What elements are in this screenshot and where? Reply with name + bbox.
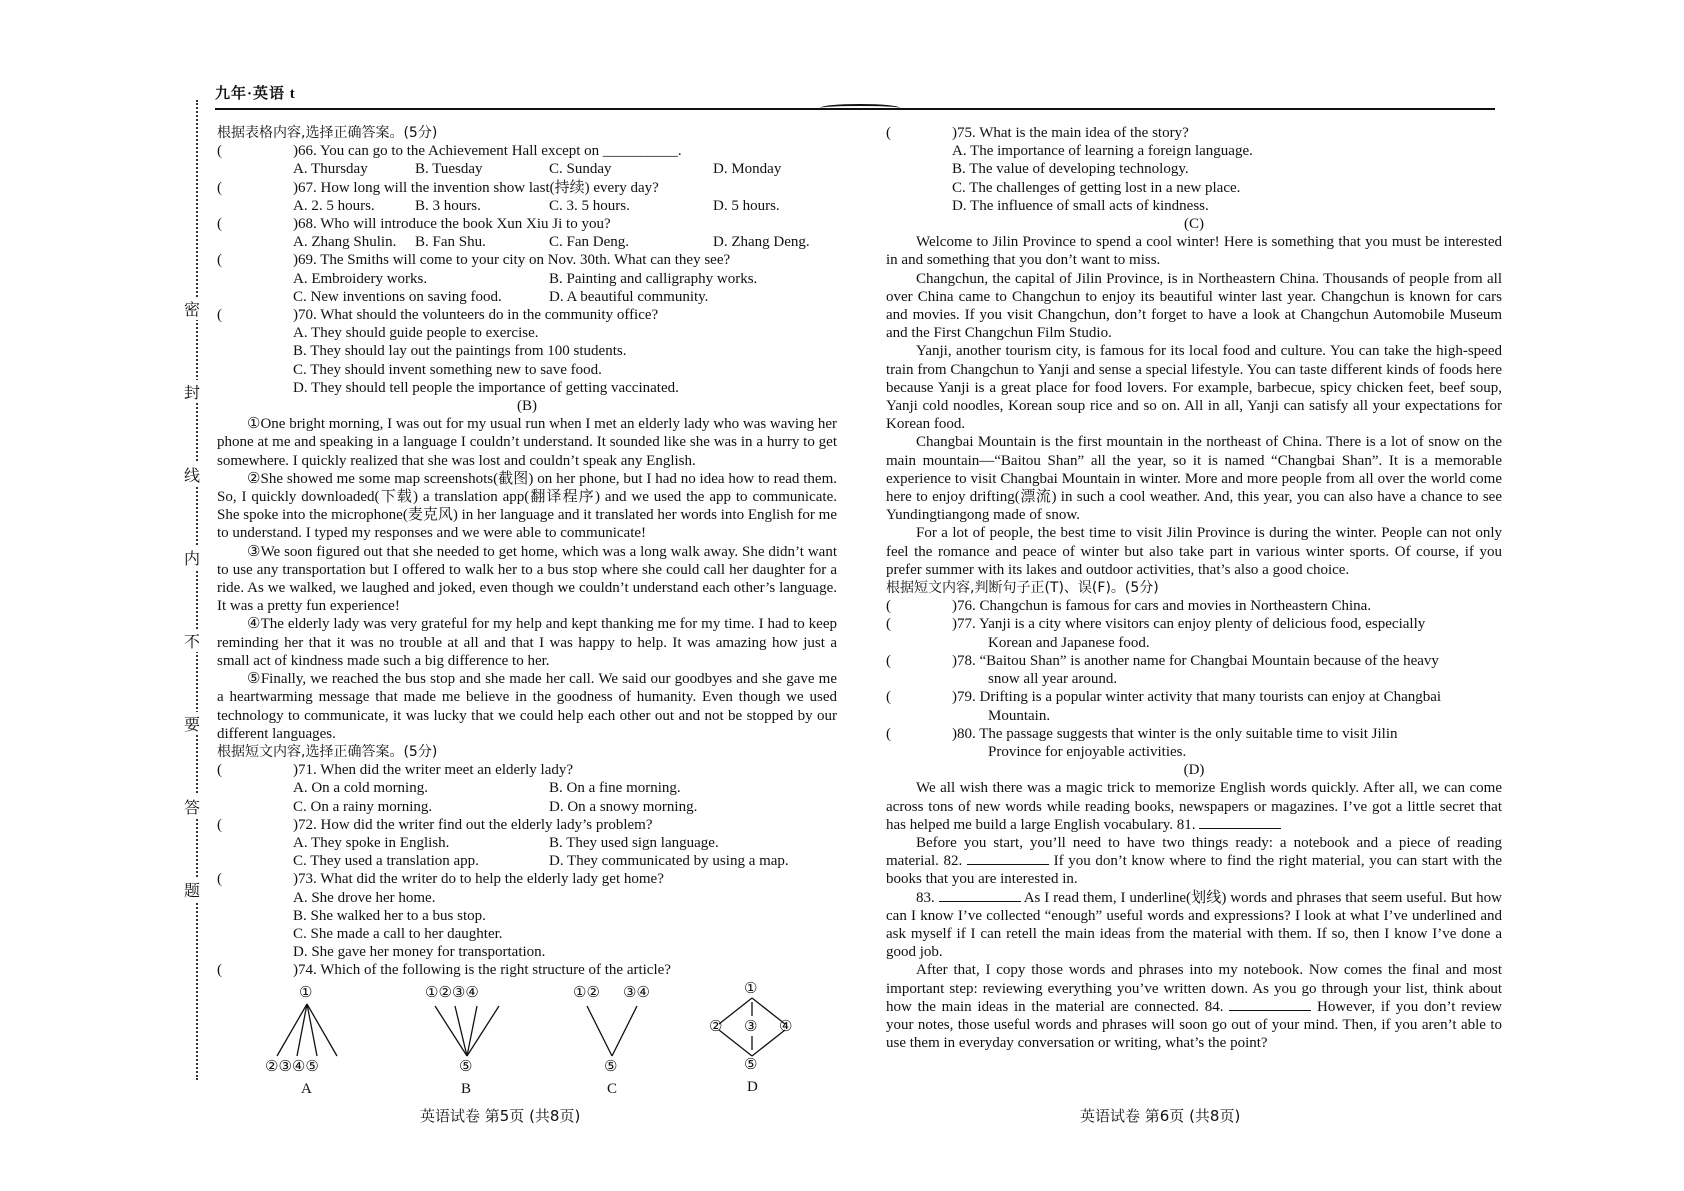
diagram-node: ①	[299, 984, 313, 1001]
page-footer-left: 英语试卷 第5页 (共8页)	[420, 1107, 581, 1125]
seal-char: 密	[184, 297, 200, 320]
seal-char: 题	[184, 878, 200, 901]
option-c: C. Sunday	[549, 161, 612, 178]
page-header: 九年·英语 t	[215, 86, 296, 102]
options-72	[217, 852, 837, 870]
options-69	[217, 270, 837, 288]
option-d: D. 5 hours.	[713, 197, 780, 214]
page-footer-right: 英语试卷 第6页 (共8页)	[1080, 1107, 1241, 1125]
seal-char: 内	[184, 546, 200, 569]
question-74: ( )74. Which of the following is the right structure of the article?	[217, 962, 671, 979]
diagram-node: ③④	[623, 984, 650, 1001]
question-69: ( )69. The Smiths will come to your city on Nov. 30th. What can they see?	[217, 252, 731, 269]
diagram-node: ②③④⑤	[265, 1058, 319, 1075]
option-c: C. She made a call to her daughter.	[293, 925, 503, 942]
paragraph-text: After that, I copy those words and phrases into my notebook. Now comes the final and most important step: reviewing everything you’ve written down. As you go through your list, think about how the main ideas in the material are connected. 84.	[886, 962, 1502, 1015]
diagram-c	[557, 984, 667, 1097]
option-b: B. 3 hours.	[415, 197, 481, 214]
question-79: ( )79. Drifting is a popular winter activity that many tourists can enjoy at Changbai	[886, 689, 1442, 706]
option-a: A. 2. 5 hours.	[293, 197, 375, 214]
diagram-d	[707, 980, 797, 1095]
passage-paragraph: ④The elderly lady was very grateful for my help and kept thanking me for my time. I had to keep reminding her that it was no trouble at all and that I was happy to help. It was amazing how just a small act of kindness made such a big difference to her.	[217, 616, 837, 669]
seal-char: 线	[184, 463, 200, 486]
passage-paragraph: ⑤Finally, we reached the bus stop and she made her call. We said our goodbyes and she gave me a heartwarming message that made me believe in the goodness of humanity. Even though we used technology to communicate, it was lucky that we could help each other out and not be stopped by our different languages.	[217, 671, 837, 742]
options-71	[217, 798, 837, 816]
option-a: A. They spoke in English.	[293, 834, 450, 851]
passage-paragraph: ②She showed me some map screenshots(截图) on her phone, but I had no idea how to read them. So, I quickly downloaded(下载) a translation app(翻译程序) and we used the app to communicate. She spoke into the microphone(麦克风) in her language and it translated her words into English for me to understand. I typed my responses and we were able to communicate!	[217, 470, 837, 542]
option-d: D. She gave her money for transportation.	[293, 944, 546, 961]
diagram-node: ⑤	[744, 1056, 758, 1073]
option-d: D. A beautiful community.	[549, 288, 709, 305]
question-stem: )74. Which of the following is the right structure of the article?	[293, 962, 671, 979]
option-c: C. The challenges of getting lost in a new place.	[952, 179, 1241, 196]
options-72	[217, 834, 837, 852]
seal-char: 封	[184, 380, 200, 403]
passage-paragraph: Changbai Mountain is the first mountain in the northeast of China. There is a lot of snow on the main mountain—“Baitou Shan” all the year, so it is named “Changbai Shan”. It is a memorable experience to visit Changbai Mountain in winter. More and more people from all over the world come here to enjoy drifting(漂流) in such a cool weather. And, this year, you can also have a chance to see Yundingtiangong made of snow.	[886, 434, 1502, 524]
paragraph-text: However, if you don’t review your notes, those useful words and phrases will soon go out of your mind. Then, if you aren’t able to use them in everyday conversation or writing, what’s the point?	[886, 998, 1503, 1052]
question-77-cont: Korean and Japanese food.	[988, 634, 1150, 651]
question-stem: )68. Who will introduce the book Xun Xiu Ji to you?	[293, 216, 611, 233]
question-stem: )77. Yanji is a city where visitors can enjoy plenty of delicious food, especially	[952, 616, 1426, 633]
section-instruction: 根据短文内容,选择正确答案。(5分)	[217, 743, 438, 760]
option-c: C. Fan Deng.	[549, 234, 629, 251]
diagram-node: ⑤	[604, 1058, 618, 1075]
diagram-node: ④	[779, 1018, 793, 1035]
passage-paragraph: Yanji, another tourism city, is famous for its local food and culture. You can take the high-speed train from Changchun to Yanji and sense a special lifestyle. You can taste different kinds of foods here because Yanji is a great place for food lovers. For example, barbecue, spicy chicken feet, beef soup, Yanji cold noodles, Korean soup rice and so on. All in all, Yanji can satisfy all your expectations for Korean food.	[886, 343, 1502, 433]
option-d: D. Monday	[713, 161, 782, 178]
question-stem: )75. What is the main idea of the story?	[952, 125, 1189, 141]
option-d: D. The influence of small acts of kindness.	[952, 197, 1209, 214]
option-b: B. Fan Shu.	[415, 234, 486, 251]
paragraph-text: 83.	[916, 889, 935, 906]
diagram-b	[417, 984, 517, 1097]
question-stem: )69. The Smiths will come to your city on Nov. 30th. What can they see?	[293, 252, 731, 269]
option-c: C. They used a translation app.	[293, 853, 479, 870]
options-71	[217, 779, 837, 797]
diagram-node: ①②	[573, 984, 600, 1001]
option-b: B. Tuesday	[415, 161, 483, 178]
paragraph-text: If you don’t know where to find the right material, you can start with the books that you are interested in.	[886, 853, 1503, 888]
question-73: ( )73. What did the writer do to help the elderly lady get home?	[217, 871, 664, 888]
question-80-cont: Province for enjoyable activities.	[988, 743, 1187, 760]
question-72: ( )72. How did the writer find out the elderly lady’s problem?	[217, 816, 653, 833]
question-68: ( )68. Who will introduce the book Xun Xiu Ji to you?	[217, 216, 611, 233]
option-c: C. On a rainy morning.	[293, 798, 433, 815]
section-heading: (C)	[1184, 216, 1204, 233]
question-stem: )76. Changchun is famous for cars and movies in Northeastern China.	[952, 598, 1372, 615]
diagram-node: ③	[744, 1018, 758, 1035]
option-d: D. They should tell people the importance of getting vaccinated.	[293, 379, 679, 396]
question-70: ( )70. What should the volunteers do in the community office?	[217, 307, 659, 324]
option-b: B. She walked her to a bus stop.	[293, 907, 486, 924]
structure-diagrams	[217, 980, 837, 1102]
passage-paragraph: Welcome to Jilin Province to spend a cool winter! Here is something that you must be interested in and something that you don’t want to miss.	[886, 234, 1502, 269]
section-instruction: 根据短文内容,判断句子正(T)、误(F)。(5分)	[886, 580, 1159, 597]
option-c: C. 3. 5 hours.	[549, 197, 630, 214]
diagram-label: A	[301, 1080, 312, 1097]
question-stem: )67. How long will the invention show last(持续) every day?	[293, 179, 659, 196]
answer-blank-81[interactable]	[1199, 816, 1281, 829]
option-a: A. Embroidery works.	[293, 270, 428, 287]
section-instruction: 根据表格内容,选择正确答案。(5分)	[217, 125, 438, 141]
option-d: D. On a snowy morning.	[549, 798, 698, 815]
passage-paragraph	[886, 889, 1502, 962]
options-67	[217, 197, 837, 215]
question-stem: )72. How did the writer find out the elderly lady’s problem?	[293, 816, 653, 833]
option-b: B. The value of developing technology.	[952, 161, 1189, 178]
seal-char: 要	[184, 712, 200, 735]
option-a: A. On a cold morning.	[293, 780, 428, 797]
diagram-node: ②	[709, 1018, 723, 1035]
answer-blank-84[interactable]	[1229, 998, 1311, 1011]
option-d: D. Zhang Deng.	[713, 234, 810, 251]
passage-paragraph: For a lot of people, the best time to visit Jilin Province is during the winter. People can not only feel the romance and peace of winter but also take part in various winter sports. Of course, if you prefer summer with its lakes and outdoor activities, that’s also a good choice.	[886, 525, 1502, 578]
options-68	[217, 233, 837, 251]
option-a: A. She drove her home.	[293, 889, 436, 906]
diagram-a	[257, 984, 357, 1097]
option-b: B. They used sign language.	[549, 834, 719, 851]
diagram-label: D	[747, 1078, 758, 1095]
question-71: ( )71. When did the writer meet an elderly lady?	[217, 762, 574, 779]
diagram-label: B	[461, 1080, 472, 1097]
paragraph-text: Before you start, you’ll need to have two things ready: a notebook and a piece of reading material. 82.	[886, 834, 1502, 870]
right-column	[886, 124, 1502, 1052]
diagram-node: ①②③④	[425, 984, 479, 1001]
question-77: ( )77. Yanji is a city where visitors can enjoy plenty of delicious food, especially	[886, 616, 1426, 633]
seal-line	[196, 100, 198, 1080]
option-a: A. Zhang Shulin.	[293, 234, 397, 251]
question-stem: )78. “Baitou Shan” is another name for Changbai Mountain because of the heavy	[952, 652, 1439, 669]
option-a: A. They should guide people to exercise.	[293, 325, 539, 342]
question-80: ( )80. The passage suggests that winter is the only suitable time to visit Jilin	[886, 725, 1398, 742]
passage-paragraph: ①One bright morning, I was out for my usual run when I met an elderly lady who was waving her phone at me and speaking in a language I couldn’t understand. It sounded like she was in a hurry to get somewhere. I quickly realized that she was lost and couldn’t speak any English.	[217, 416, 837, 469]
option-a: A. Thursday	[293, 161, 368, 178]
question-stem: )66. You can go to the Achievement Hall except on __________.	[293, 143, 682, 160]
passage-paragraph	[886, 834, 1502, 889]
diagram-node: ①	[744, 980, 758, 997]
question-75: ( )75. What is the main idea of the story?	[886, 125, 1189, 141]
options-66	[217, 160, 837, 178]
question-67: ( )67. How long will the invention show last(持续) every day?	[217, 179, 659, 196]
seal-char: 不	[184, 629, 200, 652]
paragraph-text: We all wish there was a magic trick to memorize English words quickly. After all, we can come across tons of new words while reading books, newspapers or magazines. I’ve got a little secret that has helped me build a large English vocabulary. 81.	[886, 780, 1502, 833]
question-76: ( )76. Changchun is famous for cars and movies in Northeastern China.	[886, 598, 1372, 615]
question-78: ( )78. “Baitou Shan” is another name for Changbai Mountain because of the heavy	[886, 652, 1439, 669]
passage-paragraph: ③We soon figured out that she needed to get home, which was a long walk away. She didn’t want to use any transportation but I offered to walk her to a bus stop where she could call her daughter for a ride. As we walked, we laughed and joked, even though we couldn’t understand each other’s language. It was a pretty fun experience!	[217, 543, 837, 615]
option-b: B. Painting and calligraphy works.	[549, 270, 758, 287]
left-column	[217, 124, 837, 1102]
option-a: A. The importance of learning a foreign language.	[952, 143, 1253, 160]
question-stem: )73. What did the writer do to help the elderly lady get home?	[293, 871, 664, 888]
question-stem: )79. Drifting is a popular winter activity that many tourists can enjoy at Changbai	[952, 689, 1442, 706]
option-b: B. On a fine morning.	[549, 780, 681, 797]
answer-blank-82[interactable]	[967, 852, 1049, 865]
diagram-node: ⑤	[459, 1058, 473, 1075]
question-66: ( )66. You can go to the Achievement Hall except on __________.	[217, 143, 682, 160]
diagram-label: C	[607, 1080, 618, 1097]
passage-paragraph	[886, 779, 1502, 834]
seal-char: 答	[184, 795, 200, 818]
answer-blank-83[interactable]	[939, 889, 1021, 902]
section-heading: (B)	[517, 398, 537, 415]
question-stem: )80. The passage suggests that winter is the only suitable time to visit Jilin	[952, 725, 1398, 742]
section-heading: (D)	[1183, 762, 1205, 779]
options-69	[217, 288, 837, 306]
paragraph-text: As I read them, I underline(划线) words and phrases that seem useful. But how can I know I’ve collected “enough” useful words and expressions? I look at what I’ve underlined and ask myself if I can retell the main ideas from the material with them. If so, then I know I’ve done a good job.	[886, 889, 1502, 961]
passage-paragraph	[886, 961, 1502, 1052]
question-stem: )70. What should the volunteers do in the community office?	[293, 307, 659, 324]
option-c: C. They should invent something new to save food.	[293, 361, 602, 378]
header-rule-bump	[820, 104, 900, 112]
option-c: C. New inventions on saving food.	[293, 288, 502, 305]
passage-paragraph: Changchun, the capital of Jilin Province, is in Northeastern China. Thousands of people from all over China came to Changchun to enjoy its beautiful winter last year. Changchun is known for cars and movies. If you visit Changchun, don’t forget to have a look at Changchun Automobile Museum and the First Changchun Film Studio.	[886, 270, 1502, 342]
option-b: B. They should lay out the paintings from 100 students.	[293, 343, 627, 360]
question-78-cont: snow all year around.	[988, 671, 1118, 688]
option-d: D. They communicated by using a map.	[549, 853, 789, 870]
question-79-cont: Mountain.	[988, 707, 1051, 724]
question-stem: )71. When did the writer meet an elderly lady?	[293, 762, 574, 779]
